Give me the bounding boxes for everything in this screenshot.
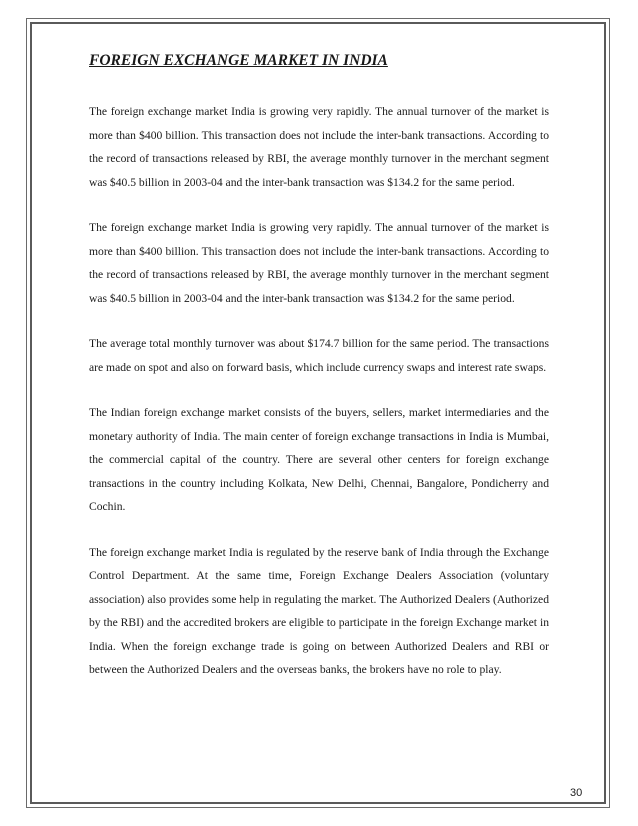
paragraph-4: The Indian foreign exchange market consists of the buyers, sellers, market intermediaries and the monetary authority of India. The main center of foreign exchange transactions in India is Mumbai, the commercial capital of the country. There are several other centers for foreign exchange transactions in the country including Kolkata, New Delhi, Chennai, Bangalore, Pondicherry and Cochin.: [89, 406, 549, 513]
paragraph-1: The foreign exchange market India is growing very rapidly. The annual turnover of the market is more than $400 billion. This transaction does not include the inter-bank transactions. According to the record of transactions released by RBI, the average monthly turnover in the merchant segment was $40.5 billion in 2003-04 and the inter-bank transaction was $134.2 for the same period.: [89, 105, 549, 189]
paragraph-2: The foreign exchange market India is growing very rapidly. The annual turnover of the market is more than $400 billion. This transaction does not include the inter-bank transactions. According to the record of transactions released by RBI, the average monthly turnover in the merchant segment was $40.5 billion in 2003-04 and the inter-bank transaction was $134.2 for the same period.: [89, 221, 549, 305]
page-number: 30: [570, 787, 583, 799]
paragraph-5: The foreign exchange market India is regulated by the reserve bank of India through the Exchange Control Department. At the same time, Foreign Exchange Dealers Association (voluntary association) also provides some help in regulating the market. The Authorized Dealers (Authorized by the RBI) and the accredited brokers are eligible to participate in the foreign Exchange market in India. When the foreign exchange trade is going on between Authorized Dealers and RBI or between the Authorized Dealers and the overseas banks, the brokers have no role to play.: [89, 545, 549, 676]
page-content: [89, 52, 549, 704]
page-title: FOREIGN EXCHANGE MARKET IN INDIA: [89, 52, 388, 69]
paragraph-3: The average total monthly turnover was about $174.7 billion for the same period. The transactions are made on spot and also on forward basis, which include currency swaps and interest rate swaps.: [89, 337, 549, 374]
